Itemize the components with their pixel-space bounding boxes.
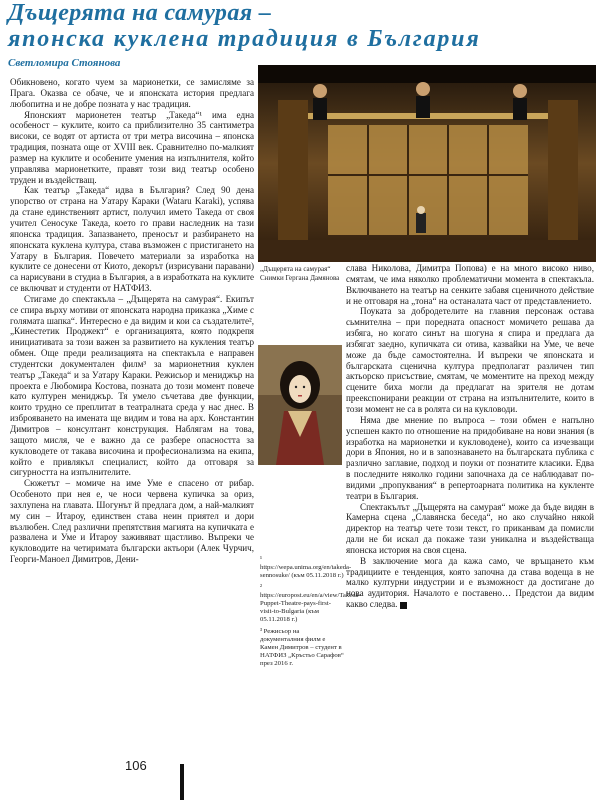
end-mark-icon bbox=[400, 602, 407, 609]
right-paragraph: Няма две мнение по въпроса – този обмен е напълно успешен както по отношение на придобиване на нови знания (в изработка на марионетки и кукловодене), които са изчезващи дори в Япония, но и в запознаването на българската публика с различно заглавие, подход и поуки от познатите класики. Едва в последните няколко години започнаха да се наблюдават по-видими „пропуквания“ в репертоарната политика на кукленте театри в България. bbox=[346, 414, 594, 501]
right-paragraph: слава Николова, Димитра Попова) е на много високо ниво, смятам, че има няколко проблематични момента в спектакъла. Включването на театър на сенките забавя сценичното действие и не отговаря на „тона“ на останалата част от представлението. bbox=[346, 263, 594, 306]
title-line-2: японска куклена традиция в България bbox=[8, 26, 481, 52]
title-line-1: Дъщерята на самурая – bbox=[8, 0, 272, 26]
final-paragraph-text: В заключение мога да кажа само, че връщането към традициите е тенденция, която започна да става водеща в не малко културни индустрии и е възможност да достигане до нова аудитория. Началото е поставено… Предстои да видим какво следва. bbox=[346, 555, 594, 610]
right-paragraph: Спектакълът „Дъщерята на самурая“ може да бъде видян в Камерна сцена „Славянска беседа“, но ако случайно някой директор на театър чете този текст, го приканвам да помисли дали не би искал да покаже тази уникална и въздействаща японска история на своя сцена. bbox=[346, 501, 594, 555]
footnote: ³ Режисьор на документалния филм е Камен Димитров – студент в НАТФИЗ „Кръстьо Сарафов“ през 2016 г. bbox=[260, 627, 344, 668]
left-paragraph: Сюжетът – момиче на име Уме е спасено от рибар. Особеното при нея е, че носи червена купичка за ориз, захлупена на главата. Шогунът й предлага дом, а най-малкият му син – Итароу, единствен става неин приятел и дори възлюбен. След различни препятствия магията на купичката е развалена и Уме и Итароу заживяват щастливо. Въпреки че кукловодите на четиримата български актьори (Алек Чурчич, Георги-Маноел Димитров, Дени- bbox=[10, 478, 254, 565]
page-number: 106 bbox=[125, 758, 147, 773]
footnote: ² https://europost.eu/en/a/view/Takeda-Puppet-Theatre-pays-first-visit-to-Bulgaria (към 05.11.2018 г.) bbox=[260, 583, 361, 624]
right-paragraph: Поуката за добродетелите на главния персонаж остава сьмнителна – при поредната опасност момичето решава да избяга, но когато синът на шогуна я спира и предлага да избягат заедно, купичката си отива, казвайки на Уме, че вече може да бъде самостоятелна. И въпреки че японската и българската сценична култура предполагат различен тип актьорско присъствие, смятам, че моментите на преход между сцените биха могли да предлагат на зрителя не дотам преекспонирани реакции от страна на изпълнителите, които в този момент не са в ролята си на кукловоди. bbox=[346, 306, 594, 414]
left-column bbox=[10, 77, 254, 759]
author-name: Светломира Стоянова bbox=[8, 57, 121, 69]
stage-photo bbox=[258, 65, 596, 262]
puppet-photo bbox=[258, 345, 342, 465]
stage-photo-graphic bbox=[258, 65, 596, 262]
photo-caption: „Дъщерята на самурая“ Снимки Гергана Дамянова bbox=[260, 265, 340, 282]
left-paragraph: Обикновено, когато чуем за марионетки, се замисляме за Прага. Оказва се обаче, че и японската история предлага любопитна и не добре позната у нас традиция. bbox=[10, 77, 254, 109]
puppet-photo-graphic bbox=[258, 345, 342, 465]
decorative-bar bbox=[180, 764, 184, 800]
left-paragraph: Стигаме до спектакъла – „Дъщерята на самурая“. Екипът се спира върху мотиви от японската народна приказка „Химе с голямата шапка“. Интересно е да видим и кои са създателите², „Кинестетик Проджект“ е организацията, която подкрепя инициативата за този важен за развитието на кукления театър обмен. Още преди реализацията на спектакъла е направен студентски документален филм³ за марионетния куклен театър „Такеда“ и за Уатару Караки. Режисьор и мениджър на проекта е Любомира Костова, позната до този момент повече като културен мениджър. Тя умело съчетава две функции, които трудно се преплитат в театралната среда у нас днес. В изброяването на имената ще видим и това на арх. Константин Димитров – консултант конструкция. Наблягам на това, защото мисля, че е важно да се разбере опасността за кукловодете от такава височина и професионализма на екипа, който е привлякъл специалист, който да отговаря за сигурността на изпълнителите. bbox=[10, 293, 254, 478]
right-column bbox=[346, 263, 594, 723]
right-paragraph bbox=[346, 556, 594, 610]
footnotes bbox=[260, 556, 361, 672]
left-paragraph: Японският марионетен театър „Такеда“¹ има една особеност – куклите, които са приблизително 35 сантиметра високи, се водят от артиста от три метра височина – японска традиция, позната още от XVIII век. Сравнително по-малкият размер на куклите и особените умения на изпълнителя, който управлява марионетките, правят този вид театър особено труден и въздействащ. bbox=[10, 109, 254, 185]
left-paragraph: Как театър „Такеда“ идва в България? След 90 дена упорство от страна на Уатару Караки (Wataru Karaki), успява да стане единственият артист, получил името Такеда от своя учител Сеносуке Такеда, което го прави наследник на тази японска традиция. Запазването, преносът и разбирането на японската куклена култура, става възможен с пристигането на Уатару в България. Повечето материали за изработка на куклите се донесени от Киото, декорът (изрисувани паравани) са нарисувани в студиа в България, а в изработката на куклите се включват и студенти от НАТФИЗ. bbox=[10, 185, 254, 294]
footnote: ¹ https://wepa.unima.org/en/takeda-sennosuke/ (към 05.11.2018 г.) bbox=[260, 556, 352, 580]
page-title bbox=[0, 0, 600, 60]
